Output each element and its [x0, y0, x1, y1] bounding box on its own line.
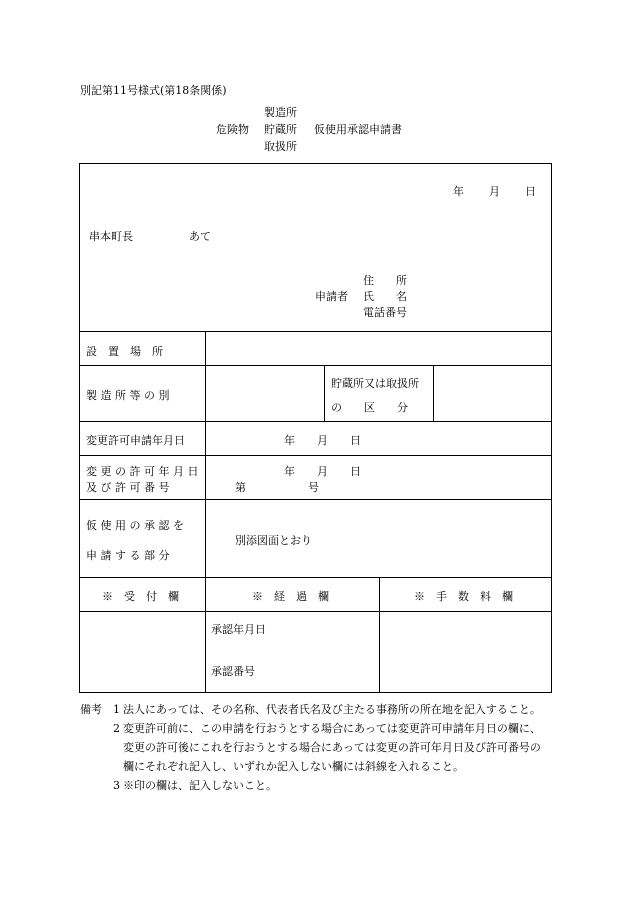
- temporary-use-part-label-line2: 申 請 す る 部 分: [86, 549, 170, 562]
- change-permit-label-line1: 変 更 の 許 可 年 月 日: [86, 465, 199, 478]
- divider: [80, 455, 551, 456]
- divider: [80, 365, 551, 366]
- addressee-name: 串本町長: [89, 230, 133, 243]
- remarks-item-text: ※印の欄は、記入しないこと。: [123, 779, 277, 792]
- reception-column-header: ※ 受 付 欄: [102, 590, 179, 603]
- date-year: 年: [453, 185, 464, 198]
- address-label: 住 所: [363, 274, 407, 287]
- application-form-table: [79, 163, 552, 693]
- storage-type-label-line1: 貯蔵所又は取扱所: [331, 377, 419, 390]
- divider: [80, 421, 551, 422]
- applicant-label: 申請者: [315, 290, 348, 303]
- temporary-use-part-value: 別添図面とおり: [235, 534, 312, 547]
- remarks-section: [80, 700, 550, 795]
- temporary-use-part-label-line1: 仮 使 用 の 承 認 を: [86, 519, 184, 532]
- divider: [205, 577, 206, 692]
- divider: [80, 331, 551, 332]
- divider: [205, 331, 206, 577]
- form-number-label: 別記第11号様式(第18条関係): [80, 84, 227, 97]
- permit-number-prefix: 第: [235, 481, 246, 494]
- name-label: 氏 名: [363, 290, 407, 303]
- remarks-item-text: 変更許可前に、この申請を行おうとする場合にあっては変更許可申請年月日の欄に、変更の許可後にこれを行おうとする場合にあっては変更の許可年月日及び許可番号の欄にそれぞれ記入し、いずれか記入しない欄には斜線を入れること。: [123, 722, 541, 773]
- facility-type-manufacturing: 製造所: [264, 106, 297, 119]
- facility-type-list: [264, 104, 314, 155]
- phone-label: 電話番号: [363, 306, 407, 319]
- document-title: [216, 104, 402, 155]
- title-prefix: 危険物: [216, 123, 249, 136]
- remarks-item-number: 1: [113, 703, 120, 716]
- location-label: 設 置 場 所: [86, 345, 163, 358]
- progress-column-header: ※ 経 過 欄: [252, 590, 329, 603]
- divider: [433, 365, 434, 421]
- remarks-heading: 備考: [80, 703, 102, 716]
- remarks-item: [80, 776, 550, 795]
- title-suffix: 仮使用承認申請書: [314, 123, 402, 136]
- facility-type-handling: 取扱所: [264, 140, 297, 153]
- approval-number-label: 承認番号: [211, 665, 255, 678]
- fee-column-header: ※ 手 数 料 欄: [414, 590, 513, 603]
- divider: [324, 365, 325, 421]
- facility-type-storage: 貯蔵所: [264, 123, 297, 136]
- permit-number-suffix: 号: [308, 481, 319, 494]
- divider: [379, 577, 380, 692]
- divider: [80, 577, 551, 578]
- change-permit-label-line2: 及 び 許 可 番 号: [86, 481, 170, 494]
- approval-date-label: 承認年月日: [211, 623, 266, 636]
- remarks-item: [80, 719, 550, 776]
- remarks-item: [80, 700, 550, 719]
- change-permit-date-value: 年 月 日: [284, 465, 361, 478]
- date-day: 日: [525, 185, 536, 198]
- divider: [80, 499, 551, 500]
- facility-type-label: 製 造 所 等 の 別: [86, 389, 170, 402]
- addressee-suffix: あて: [189, 230, 211, 243]
- storage-type-label-line2: の 区 分: [331, 401, 408, 414]
- remarks-item-number: 2: [113, 722, 120, 735]
- change-application-date-label: 変更許可申請年月日: [86, 434, 185, 447]
- change-application-date-value: 年 月 日: [284, 434, 361, 447]
- date-month: 月: [489, 185, 500, 198]
- divider: [80, 611, 551, 612]
- remarks-item-text: 法人にあっては、その名称、代表者氏名及び主たる事務所の所在地を記入すること。: [123, 703, 541, 716]
- remarks-item-number: 3: [113, 779, 120, 792]
